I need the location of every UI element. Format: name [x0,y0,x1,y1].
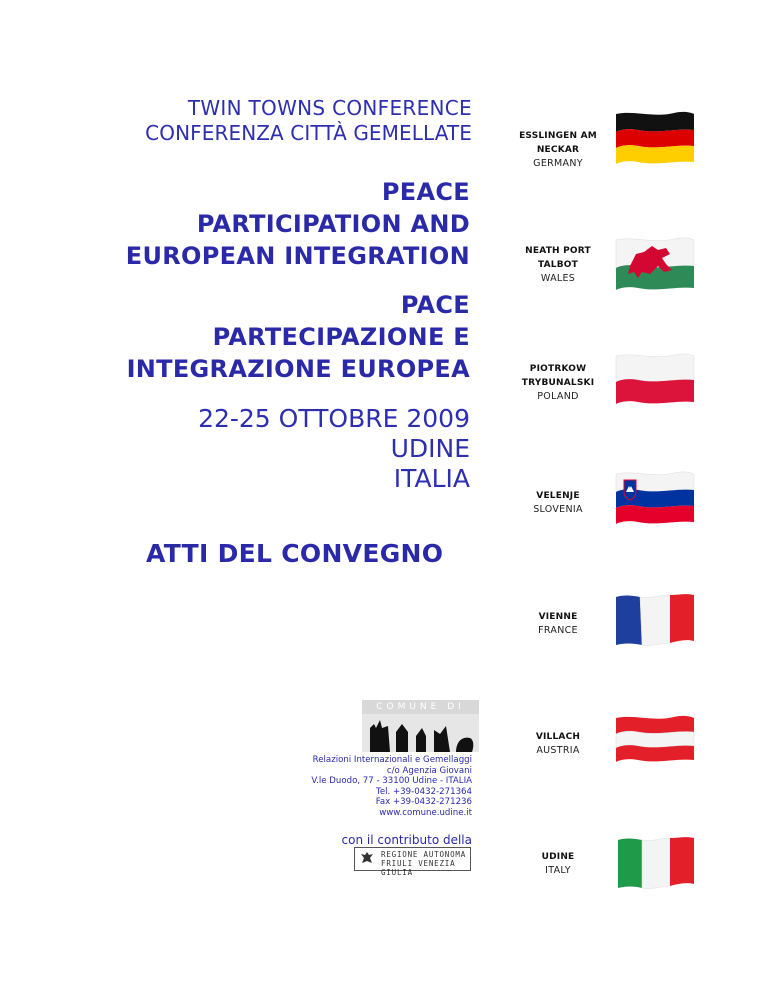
conference-title-it: CONFERENZA CITTÀ GEMELLATE [145,121,472,145]
theme-en-line3: EUROPEAN INTEGRATION [125,242,470,270]
city-entry-udine [512,850,604,878]
city-name: NEATH PORT TALBOT [525,246,591,270]
poland-flag-icon [614,352,696,410]
contact-agency: c/o Agenzia Giovani [386,765,472,776]
theme-it-line1: PACE [400,291,470,319]
city-name: ESSLINGEN AM NECKAR [519,131,597,155]
france-flag-icon [614,591,696,649]
proceedings-title: ATTI DEL CONVEGNO [146,539,444,568]
city-entry-piotrkow [512,362,604,404]
city-name: VILLACH [535,732,581,742]
city-country: GERMANY [533,158,583,169]
city-country: POLAND [537,391,579,402]
austria-flag-icon [614,712,696,770]
contact-fax: Fax +39-0432-271236 [375,797,472,808]
germany-flag-icon [614,110,696,168]
city-country: FRANCE [538,625,578,636]
city-country: ITALY [545,865,571,876]
conference-title [145,96,472,146]
contact-website[interactable]: www.comune.udine.it [379,807,472,818]
contact-phone: Tel. +39-0432-271364 [376,786,472,797]
logo-bottom [362,714,479,752]
event-city: UDINE [390,434,470,463]
logo-top-text: COMUNE DI [362,700,479,714]
italy-flag-icon [614,832,696,890]
contribution-label: con il contributo della [341,833,472,847]
contact-info [311,755,472,819]
theme-english [126,176,470,272]
theme-en-line2: PARTICIPATION AND [196,210,470,238]
city-entry-villach [512,730,604,758]
theme-it-line2: PARTECIPAZIONE E [212,323,470,351]
conference-title-en: TWIN TOWNS CONFERENCE [187,96,472,120]
contact-address: V.le Duodo, 77 - 33100 Udine - ITALIA [311,776,472,787]
city-country: WALES [540,273,576,284]
regione-fvg-logo [354,847,471,877]
slovenia-flag-icon [614,470,696,528]
city-entry-velenje [512,489,604,517]
regione-text [381,850,470,877]
city-name: VIENNE [538,612,578,622]
event-dates: 22-25 OTTOBRE 2009 [198,404,470,433]
city-country: AUSTRIA [536,745,580,756]
event-details [198,404,470,494]
city-name: PIOTRKOW TRYBUNALSKI [521,364,595,388]
wales-flag-icon [614,236,696,294]
event-country: ITALIA [393,464,470,493]
city-country: SLOVENIA [533,504,583,515]
theme-italian [127,289,470,385]
logo-castle-silhouette [362,714,479,752]
city-name: UDINE [541,852,575,862]
contact-office: Relazioni Internazionali e Gemellaggi [312,755,472,765]
theme-it-line3: INTEGRAZIONE EUROPEA [126,355,470,383]
comune-udine-logo [362,700,479,752]
regione-line2: FRIULI VENEZIA GIULIA [381,859,456,877]
city-entry-vienne [512,610,604,638]
eagle-icon [360,851,374,867]
regione-line1: REGIONE AUTONOMA [381,850,467,859]
city-entry-neath [512,244,604,286]
theme-en-line1: PEACE [381,178,470,206]
city-name: VELENJE [536,491,580,501]
city-entry-esslingen [512,129,604,171]
